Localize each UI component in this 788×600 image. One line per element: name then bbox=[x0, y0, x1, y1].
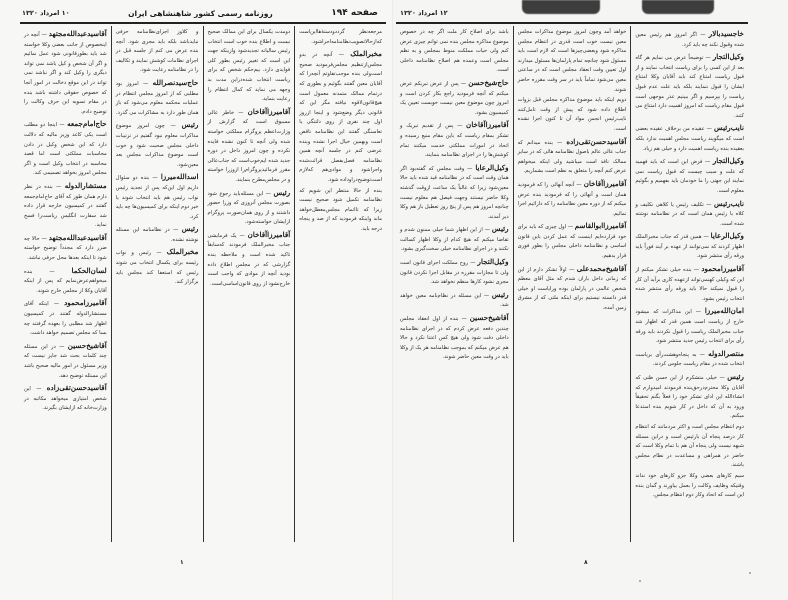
speaker-dash: — bbox=[481, 292, 492, 299]
article-column bbox=[111, 26, 203, 542]
speech-text: اولاً تشکر دارم از این که زمانی داخل باران شدم که مثل آقای معظم شخص عالمی در پارلمان بوده ورایاست او خیلی قدر دانسته نیستیم برای اینکه ملتی که از مشرق زمین آمده. bbox=[517, 266, 627, 312]
speaker-name: وکیل‌الرعایا bbox=[710, 231, 744, 241]
speaker-dash: — bbox=[464, 165, 476, 172]
speech-text: عقیده من برخلاف عقیده بعضی است که میگویند ریاست مجلس اهمیت ندارد بلکه بعقیده بنده ریاست اهمیت دارد و خیلی هم زیاد. bbox=[635, 126, 744, 152]
speech-text: سیم کارهای بعضی وکلا جزو کارهای خود نداند وقتیکه وظایف وکالت را بعمل بیاورند و گمان بنده این است که اتحاد وکار دوم انتظام مجلس. bbox=[635, 472, 744, 499]
speaker-name: رئیس bbox=[727, 372, 744, 381]
speech-text: بنده خیلی تشکر میکنم از این که وکیلی کهنمی‌تواند ازعهده کاری برآید آن کار را قبول نمیکند حالا باید ورقه رأی منتشر شده انتخاب رئیس بشود. bbox=[635, 267, 744, 302]
speech-text: خواهد آمد وچون امروز موضوع مذاکرات مجلس معین نیست خوب است قدری در انتظام مجلس مذاکره شود وبعضی‌چیزها است که لازم است باید مسئول شود چنانچه تمام پارلمان‌ها مسئول میدارند اول تعیین وقت انعقاد مجلس است که در ساعتی معین می‌شود تماماً باید در سر وقت مقرره حاضر شوند. bbox=[517, 29, 627, 93]
speech-text: امروز بود مطلبی که از امروز مجلس‌ انتظام در عملیات محکمه معلوم می‌شود که باز همان طور دارد به مشاکرات می گذرد. bbox=[115, 80, 199, 116]
speech-text: پس از عرض تبریکم عرض میکنم که آنچه فرمودید راجع بکار کردن است و امروز چون موضوع معین نیست خوبست تعیین یک کمیسیون بشود. bbox=[399, 80, 509, 116]
speaker-name: حاج‌سیدنصرالله bbox=[152, 77, 199, 87]
speech-block bbox=[518, 178, 627, 219]
speech-block bbox=[635, 423, 744, 471]
speaker-dash: — bbox=[55, 343, 68, 350]
speaker-dash: — bbox=[552, 139, 567, 146]
article-column bbox=[513, 26, 631, 542]
speaker-dash: — bbox=[468, 260, 478, 267]
speech-text: باشد برای اصلاح کار ملت اگر چه در خصوص موضوع مذاکره مجلس بنده نمی توانم چیزی عرض کنم ولی حیات مملکت منوط بمجلس و به نظم مجلس است وعمده هم اصلاح نظامنامه داخلی است. bbox=[399, 29, 509, 74]
speaker-dash: — bbox=[574, 181, 584, 188]
speech-text: روح مملکت اجرای قانون است ولی تا مجازات مقرره در مقابل اجرا نکردن قانون مجری نشود کارها منظم نخواهد شد. bbox=[399, 260, 509, 286]
speech-text: این شخص‌ امتیازی میخواهد مکاتبه در وزارت‌خانه که ازایشان بگیرند. bbox=[24, 386, 107, 412]
speaker-dash: — bbox=[151, 250, 167, 257]
speaker-name: وکیل‌التجار bbox=[712, 156, 744, 166]
left-masthead bbox=[22, 6, 378, 20]
speech-text: دومدت یکسال برای این ممالک صحیح نیست و اطلاع بنده خوب است انتخاب رئیس سالیانه تجدید‌شود وازینکه جهت این است که تغییر رئیس بطور کلی فوایدی دارد. بیم‌حکم شخص که برای ریاست انتخاب شده‌در‌این مدت بد وجهه می نماید که کمال انتظام را رعایت بنماید. bbox=[207, 29, 291, 103]
speaker-name: آقامیرزاآقاخان bbox=[247, 106, 291, 116]
speech-text: دوم انتظام مجلس است و اکثر مردمانند که انتظام کار درصد پنجاه آن بارئیس است و دراین مسئله شبهه نیست ولی پنجاه آن هم با تمام وکلا است که حاضر در همراهی و مساعدت در نظام مجلس باشند. bbox=[635, 423, 744, 469]
speech-block bbox=[635, 348, 744, 370]
speaker-name: اسدالله‌میرزا bbox=[160, 172, 199, 182]
speech-block bbox=[518, 263, 627, 314]
speaker-name: آقاسیدعبدالله‌مجتهد bbox=[48, 29, 107, 38]
speaker-name: آقاشیخ‌محمدعلی bbox=[576, 263, 627, 273]
scan-speck bbox=[639, 580, 641, 582]
speaker-dash: — bbox=[149, 175, 161, 182]
speaker-dash: — bbox=[263, 190, 274, 197]
speech-text: تکلیف رئیس یا کلاهی نکلیف و کلاه با رئیس همان است که در نظامنامه نوشته شده است. bbox=[635, 201, 744, 227]
speech-block bbox=[208, 229, 291, 290]
newspaper-title: روزنامه رسمی کشور شاهنشاهی ایران bbox=[128, 8, 273, 18]
speech-text: به پنجاه‌وهشت‌رأی بریاست انتخاب شده در مقام ریاست جلوس کردند. bbox=[635, 351, 744, 368]
article-column bbox=[630, 26, 748, 542]
speech-block bbox=[116, 28, 199, 76]
speaker-dash: — bbox=[702, 159, 713, 166]
header-rule bbox=[20, 22, 386, 24]
speech-block bbox=[400, 119, 509, 160]
speaker-name: آقامیرزامحمود bbox=[701, 264, 744, 274]
speech-text: چون امروز موضوع مذاکرات معلوم نبود گفتیم در ترتیبات داخلی مجلس صحبت شود و خوب است موضوع مذاکرات مجلس بعد معین‌شود. bbox=[115, 123, 199, 168]
article-column bbox=[294, 26, 386, 542]
speaker-name: وکیل‌التجار bbox=[477, 257, 509, 267]
right-columns bbox=[396, 26, 748, 542]
speech-block bbox=[635, 305, 744, 346]
speaker-name: آقاسیدحسن‌تقی‌زاده bbox=[566, 136, 627, 146]
speech-block bbox=[518, 136, 627, 177]
speaker-name: آقامیرزاآقاخان bbox=[583, 178, 627, 188]
speech-text: همین قدر که جناب مخبرالملک اظهار کردند که نمی‌توانند از عهده بر آیند فوراً باید ورقه رأی منتشر شود. bbox=[635, 234, 744, 260]
speaker-dash: — bbox=[236, 232, 248, 239]
scan-speck bbox=[749, 572, 751, 574]
speech-block bbox=[635, 28, 744, 50]
speaker-name: وکیل‌التجار bbox=[712, 52, 744, 62]
speech-text: توضیحاً عرض می نمایم هر گاه بعد از این کسی را برای ریاست انتخاب نمایند و از قبول ریاست امتناع کند باید آقایان وکلا امتناع ایشان را قبول ننمایند بلکه باید علت عدم قبول ریاست را بپرسیم و اگر ببینیم عذر موجهی است قبول مقام ریاست که امروز اهمیت دارد امتناع می کنند. bbox=[635, 55, 744, 119]
speech-block bbox=[400, 312, 509, 363]
speaker-dash: — bbox=[701, 234, 711, 241]
speech-block bbox=[635, 263, 744, 304]
speaker-name: آقاشیخ‌حسین bbox=[67, 340, 107, 350]
speaker-dash: — bbox=[691, 267, 702, 274]
article-column bbox=[20, 26, 111, 542]
speech-block bbox=[208, 106, 291, 186]
speech-text: اینجا دو مطلب است یکی کاغذ وزیر مالیه که دلالت دارد که این شخص وکیل در دادن محاسبات مملکتی است اما قصد محاسبه در انتخاب وکیل است و اگر مجلس‌ امروز بخواهد تصمیمی کند. bbox=[24, 122, 107, 177]
speaker-name: آقامیرزامحمود bbox=[64, 298, 107, 308]
speech-text: بنده در نظر دارم همان طور که آقای حاج‌امام‌جمعه گفتند در کمیسیون خارجه قرار داده شد سفارت انگلیس ریاست‌را فسخ نماید. bbox=[24, 183, 107, 229]
speech-block bbox=[518, 28, 627, 95]
speaker-name: آقاشیخ‌حسین bbox=[469, 313, 509, 323]
speaker-name: رئیس bbox=[181, 120, 199, 130]
speaker-dash: — bbox=[566, 224, 575, 231]
speaker-name: مستشارالدوله bbox=[64, 180, 107, 190]
speaker-name: آقامیرزاآقاخان bbox=[247, 229, 291, 239]
speech-block bbox=[518, 96, 627, 134]
speech-block bbox=[116, 223, 199, 245]
speech-block bbox=[24, 180, 107, 231]
left-page-number: ۱ bbox=[180, 559, 184, 566]
speaker-dash: — bbox=[234, 109, 248, 116]
speech-block bbox=[116, 171, 199, 222]
speech-block bbox=[208, 28, 291, 105]
speaker-dash: — bbox=[39, 32, 49, 38]
right-page-number: ۸ bbox=[584, 559, 588, 566]
speaker-dash: — bbox=[458, 316, 470, 323]
speech-block bbox=[635, 230, 744, 262]
speaker-dash: — bbox=[704, 126, 714, 133]
speaker-name: رئیس bbox=[491, 224, 509, 234]
speaker-name: امان‌الله‌میرزا bbox=[704, 306, 744, 316]
speech-block bbox=[116, 77, 199, 118]
speaker-dash: — bbox=[696, 32, 709, 38]
speech-text: آنچه در اینخصوص از جانب بعضی وکلا خواسته شد باید بطورقانونی‌ شود عمل نمائیم و اگر آن شخص و کیل باشد نمی تواند دیگری را وکیل کند و اگر نباشد نمی تواند در این موقع دخالت در امور آنجا که خصوص حقوقی داشته باشد بنده در مقام تسویه این حرف وکالت را توضیح دادم. bbox=[24, 32, 107, 115]
speech-block bbox=[116, 246, 199, 287]
speech-text: خیلی متشکرم از این حسن ظنی که آقایان وکلا محترم‌درحق‌بنده فرمودند امیدوارم که انشاءالله این ادای تشکر خود را فعلاً بگنم تحقیقاً ورود به آن که داخل در کار شویم بنده استدعا میکنم. bbox=[635, 375, 744, 420]
speech-block bbox=[24, 265, 107, 297]
speech-block bbox=[400, 77, 509, 118]
speaker-name: رئیس bbox=[181, 224, 199, 234]
speaker-name: حاج‌امام‌جمعه bbox=[67, 119, 107, 129]
speaker-name: منتصرالدوله bbox=[708, 348, 744, 358]
speech-block bbox=[24, 382, 107, 414]
article-column bbox=[203, 26, 295, 542]
speaker-dash: — bbox=[703, 55, 713, 62]
speaker-name: وکیل‌الرعایا bbox=[475, 162, 509, 172]
speaker-dash: — bbox=[332, 52, 351, 59]
speech-text: پس از تقدیم تبریک و تشکر بمقام ریاست که باین مقام منیع رسیده و اتحاد در امورات مملکتی‌ خدمت میکنند تمام کوشش‌ها را در اجرای نظامنامه بنمایند. bbox=[399, 123, 509, 159]
speech-block bbox=[24, 340, 107, 381]
speech-block bbox=[635, 155, 744, 196]
speech-text: از این اظهار شما خیلی ممنون شدم و تقاضا میکنم که هیچ کدام از وکلا اظهار کسالت نکنند و در اجرای نظامنامه خیلی سخت‌گیری بشود. bbox=[399, 227, 509, 253]
right-masthead bbox=[400, 6, 766, 20]
speaker-dash: — bbox=[696, 351, 709, 358]
speaker-dash: — bbox=[138, 80, 153, 87]
speaker-name: آقاسیدحسن‌تقی‌زاده bbox=[46, 383, 107, 393]
speech-text: مرجعه‌نظر گرددودستهٔ‌ها‌این‌است که‌از‌حالا‌تصویب‌نظامنامه‌اجرا‌شود. bbox=[299, 29, 382, 45]
speaker-name: آقامیرزاابوالقاسم bbox=[574, 221, 627, 231]
speaker-dash: — bbox=[164, 123, 182, 130]
speech-block bbox=[24, 118, 107, 179]
speaker-dash: — bbox=[453, 123, 467, 130]
speech-block bbox=[635, 198, 744, 230]
speech-text: خاطر عالی مسبوق است که گزارش از وزارت‌اعظم پروگرام مملکتی خواسته شده ولی آنچه تا کنون نشده فایده نکرده و چون امروز داخل در دوره جدید شده ایم‌خوب‌است که جناب‌عالی مقرر فرمائید‌پروگرام‌را از‌وزرا خواسته و در مجلس‌مطرح بنمایند. bbox=[207, 109, 291, 183]
speech-text: این مذاکرات که میشود خارج از ریاست است همین قدر که اظهار شد جناب مخبرالملک ریاست را قبول نکردند باید ورقه رأی برای انتخاب رئیس جدید منتشر شود. bbox=[635, 309, 744, 345]
speech-block bbox=[400, 223, 509, 255]
speech-text: بنده از اول انعقاد مجلس چندین دفعه عرض کردم که در اجرای نظامنامه داخلی دقت شود ولی هیچ کس اعتنا نکرد و حالا هم عرض میکنم که بموجب نظامنامه هر یک از وکلا باید در وقت معین حاضر شوند. bbox=[399, 316, 509, 361]
speaker-name: مخبرالملک bbox=[166, 247, 199, 257]
speaker-name: خاجسیدبالار bbox=[708, 29, 744, 38]
speaker-dash: — bbox=[458, 80, 469, 87]
speech-block bbox=[208, 187, 291, 228]
speech-text: و کلاوز اجرای‌نظامنامه حرفی نباید‌باشد بلکه باید مجری شود. آنچه بنده عرض می کنم از جلسه قبل در اجرای نظامات کوشش نمایند و تکالیف را در نظامنامه رعایت شود. bbox=[115, 29, 199, 74]
speech-block bbox=[299, 28, 382, 47]
speaker-name: حاج‌شیخ‌حسن bbox=[468, 77, 509, 87]
speaker-name: نایب‌رئیس bbox=[713, 198, 744, 208]
speech-block bbox=[400, 256, 509, 288]
speech-text: اگر امروز هم رئیس معین شده وقبول نکند چه باید کرد. bbox=[635, 32, 744, 48]
speaker-name: آقامیرزاآقاخان bbox=[466, 120, 509, 130]
left-page-label: صفحه ۱۹۴ bbox=[331, 8, 378, 18]
speaker-dash: — bbox=[30, 386, 47, 393]
speaker-name: رئیس bbox=[273, 187, 291, 197]
speaker-dash: — bbox=[716, 375, 728, 381]
speaker-dash: — bbox=[566, 266, 577, 273]
speaker-dash: — bbox=[56, 122, 68, 129]
speech-text: بنده از حالا منتظر این شویم که نظامنامه تکمیل شود صحیح نیست زیرا که تا‌اتمام مجلس‌معطل‌خواهد ماند واینکه فرمودید که از صد و پنجاه درجه باید. bbox=[299, 187, 382, 232]
speech-text: بنده دو سئوال داریم اول این‌که پس از تجدید رئیس نواب رئیس هم باید انتخاب شوند یا خیر دوم اینکه برای کمیسیون‌ها چه باید کرد. bbox=[115, 175, 199, 220]
speech-block bbox=[518, 220, 627, 261]
right-page bbox=[394, 0, 788, 600]
speaker-name: رئیس bbox=[491, 289, 509, 299]
speech-text: وقت مجلس که گفته‌بود اگر همان وقت است که در نظامنامه قید شده باید حالا معین‌شود زیرا که غالباً یک ساعت ازوقت گذشته وکلا حاضر نیستند وجهت فیصل هم معلوم نیست چنانچه امروز هم پس از پنج روز تعطیل باز هم وکلا دیر آمدند. bbox=[399, 165, 509, 220]
speech-text: دویم اینکه باید موضوع مذاکره مجلس قبل بزوات اطلاع داده شود که پیش از وقت تامل‌کنند نایب‌رئیس انجمن مواد آن‌ تا کنون اجرا نشده است. bbox=[517, 97, 627, 132]
speech-block bbox=[635, 472, 744, 501]
speaker-dash: — bbox=[32, 268, 72, 275]
left-page-date: ۱۰ امرداد ۱۳۲۰ bbox=[22, 9, 70, 17]
speech-text: اینکه آقای مستشارالدوله گفتند در کمیسیون اظهار شد مطلبی را بعهده گرفتند چه بسا که مجلس تصمیم خواهد داشت. bbox=[24, 301, 107, 337]
speech-block bbox=[635, 122, 744, 154]
speech-text: فرض این است که باید فهمید که علت و سبب چیست که قبول ریاست نمی نمایند این جهتی را ما خودمان باید بفهمیم و بگوئیم معلوم است. bbox=[635, 159, 744, 194]
right-page-date: ۱۲ امرداد ۱۳۲۰ bbox=[400, 9, 448, 17]
speaker-dash: — bbox=[703, 201, 714, 208]
speaker-dash: — bbox=[48, 301, 65, 308]
speech-text: بنده میدانم که جناب عالی عالم باصول نظامنامه هائی که در سایر ممالک نافذ است میباشید ولی اینکه میخواهم عرض کنم آنچه را متعلق به نظم است بشماریم. bbox=[517, 139, 627, 175]
speech-block bbox=[24, 232, 107, 264]
speaker-dash: — bbox=[39, 235, 49, 242]
speech-block bbox=[24, 28, 107, 117]
speech-block bbox=[24, 297, 107, 338]
speaker-dash: — bbox=[52, 183, 65, 190]
left-columns bbox=[20, 26, 386, 542]
speech-block bbox=[400, 289, 509, 311]
speech-text: در نظامنامه‌ این مسئله نوشته نشده. bbox=[115, 227, 199, 243]
speech-text: یک فرمایشی جناب مخبرالملک فرمودند که‌سابقاً تاکید شده است و ملاحظه بنده گزارشی که در مجلس اطلاع داده بودید آنچه از موادی که واجب است خارج‌نشود از روی قانون‌اساسی‌است. bbox=[207, 232, 291, 287]
speaker-name: آقاسیدعبدالله‌مجتهد bbox=[48, 232, 107, 242]
speech-block bbox=[299, 48, 382, 185]
speech-block bbox=[299, 187, 382, 235]
speaker-dash: — bbox=[169, 227, 182, 234]
speech-text: این مسئله‌باید رجوع شود بصورت مجلس آنروزی که وزرا حضور داشتند و از روی همان‌صورت پروگرام ازایشان خواسته‌شود. bbox=[207, 190, 291, 226]
speaker-name: لسان‌الحکما bbox=[71, 265, 107, 275]
speech-block bbox=[116, 119, 199, 170]
speech-text: آنچه آنهائی را که فرمودید همان است و آنهائی را که فرمودید بنده عرض میکنم که از دوره معین نظامنامه را که دارائیم اجرا‌ نمائیم. bbox=[517, 181, 627, 217]
speech-block bbox=[635, 371, 744, 422]
speech-block bbox=[635, 51, 744, 121]
speech-text: اول چیزی که باید برای خود قرارده‌ایم اینست که عمل کردن باین قانون اساسی و نظامنامه داخلی مجلس را بطور فوری قرار بدهیم. bbox=[517, 224, 627, 260]
header-rule bbox=[396, 22, 748, 24]
speech-text: این مسئله در نظام‌نامه معین خواهد شد. bbox=[399, 292, 509, 309]
article-column bbox=[396, 26, 513, 542]
speaker-name: مخبرالملک bbox=[350, 49, 382, 59]
speech-block bbox=[400, 28, 509, 76]
speech-text: حالا چه ضرر دارد که مجدداً توضیح خواسته شود تا اینکه بعدها محل حرفی نباشد. bbox=[24, 235, 107, 262]
speech-text: در این مسئله چند کلمات بحث شد جایز نیست که وزیر مسئول در امور مالیه صحیح باشد این مسئله توضیح دهد. bbox=[24, 343, 107, 379]
speaker-name: نایب‌رئیس bbox=[713, 123, 744, 133]
speech-block bbox=[400, 162, 509, 223]
speech-text: رئیس و نواب رئیسه برای یکسال انتخاب می شوند رئیس که استعفا کند مجلس باید برگزار کند. bbox=[115, 250, 199, 286]
speaker-dash: — bbox=[482, 227, 492, 234]
speaker-dash: — bbox=[691, 309, 705, 316]
speech-text: آنچه در بدو مجلس‌از‌تنظیم مجلس‌فرمودید صحیح است‌ولی بنده موجب‌تفاوتم آنچه‌را که آقایان معین گفتند بگوئیم و بطوری که در‌تمام ممالک متمدنه معمول است هیچ‌قانون‌لاقوه نیافته مگر این که قانونی دیگر وضع‌شود و اینجا از‌روز اول چند نفری از روی دلتنگی یا تعاسنگی گفتند این نظامنامه ناقص است وبهمین خیال اجرا نشده وبنده عرضی کنم در جلسه آنچه همین نظامنامه فصل‌بفصل قرائت‌شده واجرا‌شود و موادی‌هم که‌لازم است‌توضیح‌در‌او‌داده شود. bbox=[299, 52, 382, 183]
speech-text: بنده‌ میخواهم‌عرض‌نمایم‌ که پس از اینکه آقایان وکلا از مجلس خارج شوند. bbox=[24, 268, 107, 294]
